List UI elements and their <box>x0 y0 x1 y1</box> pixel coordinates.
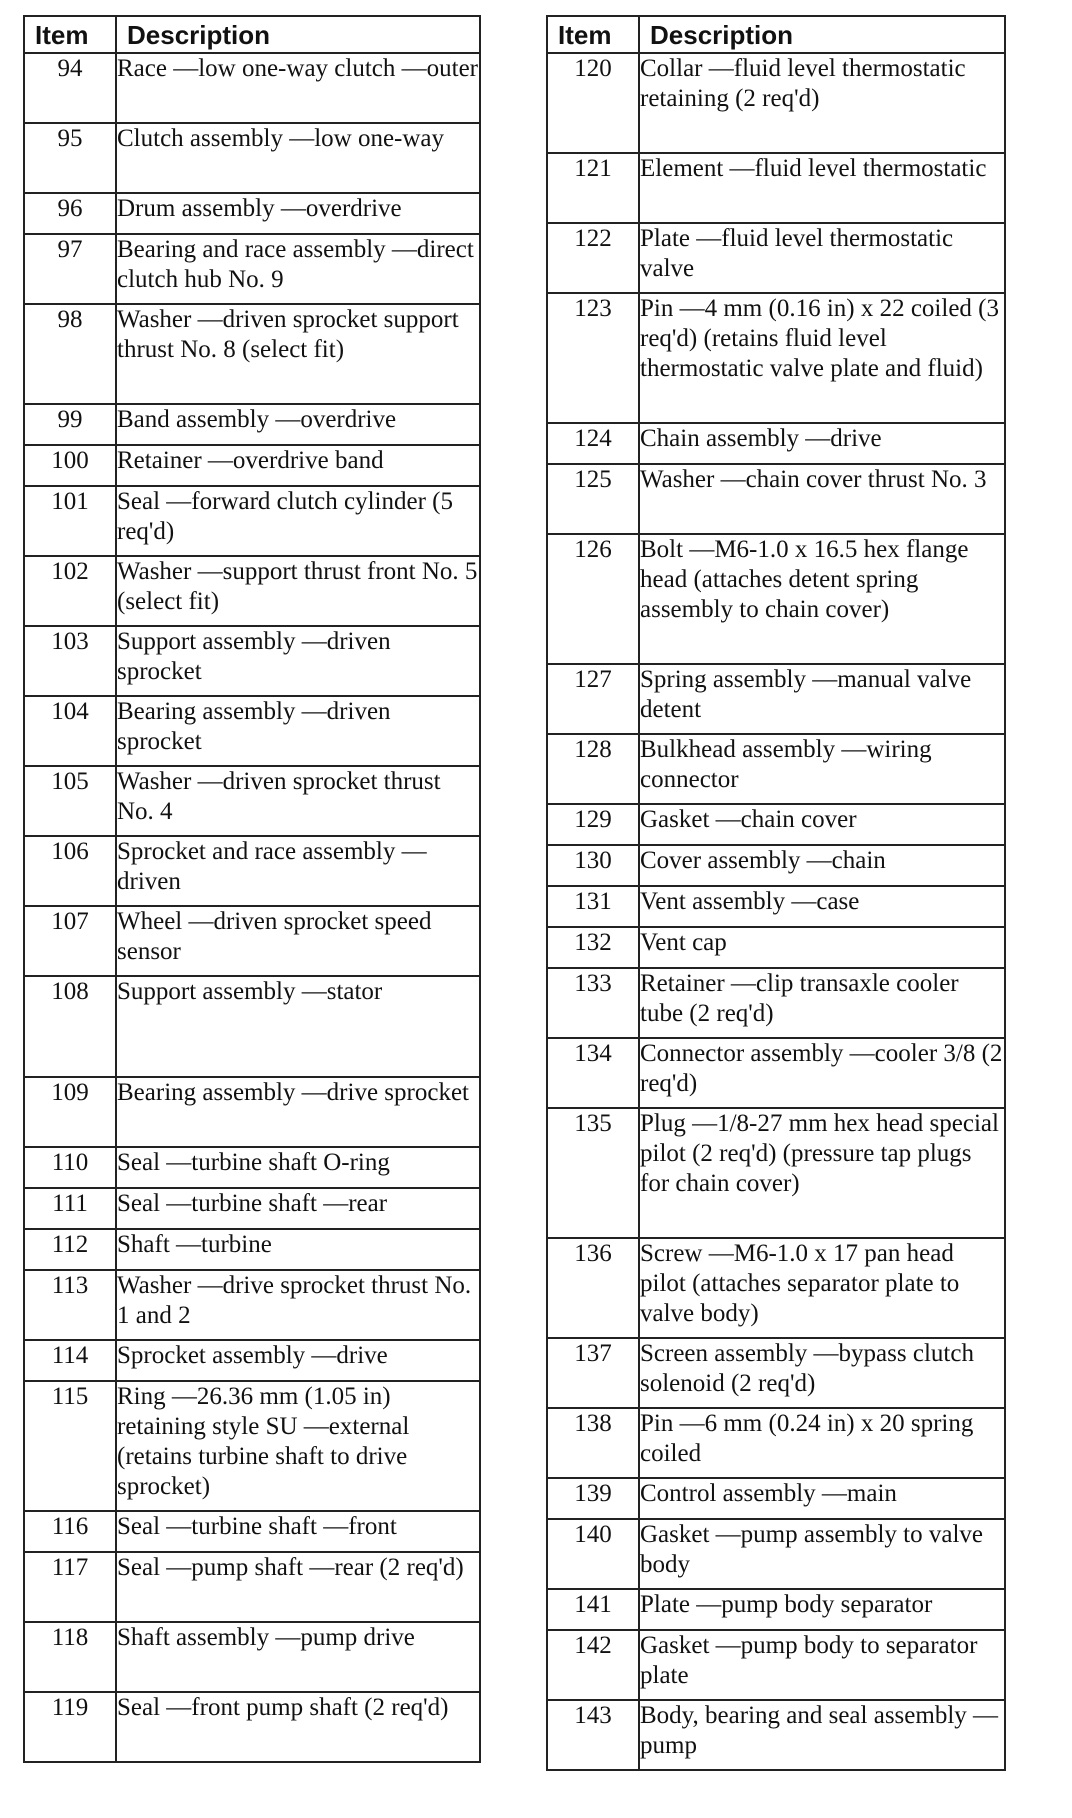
table-row <box>547 804 1005 845</box>
item-number-cell: 128 <box>547 734 639 804</box>
table-row <box>24 836 480 906</box>
table-row <box>547 423 1005 464</box>
description-cell: Seal —turbine shaft —rear <box>116 1188 480 1229</box>
description-cell: Cover assembly —chain <box>639 845 1005 886</box>
description-cell: Control assembly —main <box>639 1478 1005 1519</box>
table-row <box>24 696 480 766</box>
table-row <box>24 193 480 234</box>
description-cell: Seal —forward clutch cylinder (5 req'd) <box>116 486 480 556</box>
description-cell: Clutch assembly —low one-way <box>116 123 480 193</box>
description-cell: Shaft assembly —pump drive <box>116 1622 480 1692</box>
description-cell: Plug —1/8-27 mm hex head special pilot (2 req'd) (pressure tap plugs for chain cover) <box>639 1108 1005 1238</box>
item-number-cell: 143 <box>547 1700 639 1770</box>
table-row <box>547 1238 1005 1338</box>
item-number-cell: 103 <box>24 626 116 696</box>
description-cell: Washer —support thrust front No. 5 (select fit) <box>116 556 480 626</box>
description-column-header: Description <box>116 16 480 53</box>
parts-table-left <box>23 15 481 1763</box>
table-row <box>547 293 1005 423</box>
description-cell: Seal —pump shaft —rear (2 req'd) <box>116 1552 480 1622</box>
description-cell: Bulkhead assembly —wiring connector <box>639 734 1005 804</box>
table-header-row <box>547 16 1005 53</box>
item-number-cell: 117 <box>24 1552 116 1622</box>
item-number-cell: 97 <box>24 234 116 304</box>
description-cell: Bearing assembly —driven sprocket <box>116 696 480 766</box>
item-number-cell: 142 <box>547 1630 639 1700</box>
table-row <box>547 153 1005 223</box>
description-cell: Race —low one-way clutch —outer <box>116 53 480 123</box>
item-number-cell: 138 <box>547 1408 639 1478</box>
item-number-cell: 106 <box>24 836 116 906</box>
table-row <box>24 1077 480 1147</box>
description-cell: Body, bearing and seal assembly —pump <box>639 1700 1005 1770</box>
item-number-cell: 133 <box>547 968 639 1038</box>
description-cell: Bolt —M6-1.0 x 16.5 hex flange head (attaches detent spring assembly to chain cover) <box>639 534 1005 664</box>
item-number-cell: 104 <box>24 696 116 766</box>
description-cell: Plate —pump body separator <box>639 1589 1005 1630</box>
description-column-header: Description <box>639 16 1005 53</box>
item-number-cell: 125 <box>547 464 639 534</box>
table-row <box>547 927 1005 968</box>
item-number-cell: 131 <box>547 886 639 927</box>
description-cell: Gasket —pump assembly to valve body <box>639 1519 1005 1589</box>
parts-table-right <box>546 15 1006 1771</box>
description-cell: Gasket —pump body to separator plate <box>639 1630 1005 1700</box>
description-cell: Seal —turbine shaft —front <box>116 1511 480 1552</box>
table-row <box>24 1188 480 1229</box>
description-cell: Washer —chain cover thrust No. 3 <box>639 464 1005 534</box>
table-row <box>24 906 480 976</box>
table-row <box>547 1700 1005 1770</box>
description-cell: Bearing and race assembly —direct clutch hub No. 9 <box>116 234 480 304</box>
item-number-cell: 107 <box>24 906 116 976</box>
description-cell: Retainer —overdrive band <box>116 445 480 486</box>
item-number-cell: 94 <box>24 53 116 123</box>
table-row <box>24 404 480 445</box>
table-row <box>547 464 1005 534</box>
description-cell: Bearing assembly —drive sprocket <box>116 1077 480 1147</box>
item-number-cell: 140 <box>547 1519 639 1589</box>
description-cell: Seal —turbine shaft O-ring <box>116 1147 480 1188</box>
table-row <box>24 1692 480 1762</box>
description-cell: Pin —6 mm (0.24 in) x 20 spring coiled <box>639 1408 1005 1478</box>
item-number-cell: 99 <box>24 404 116 445</box>
item-number-cell: 141 <box>547 1589 639 1630</box>
description-cell: Washer —driven sprocket thrust No. 4 <box>116 766 480 836</box>
item-number-cell: 135 <box>547 1108 639 1238</box>
item-number-cell: 110 <box>24 1147 116 1188</box>
item-number-cell: 134 <box>547 1038 639 1108</box>
item-column-header: Item <box>547 16 639 53</box>
item-number-cell: 136 <box>547 1238 639 1338</box>
table-row <box>24 626 480 696</box>
description-cell: Ring —26.36 mm (1.05 in) retaining style SU —external (retains turbine shaft to drive sprocket) <box>116 1381 480 1511</box>
item-column-header: Item <box>24 16 116 53</box>
table-row <box>24 1270 480 1340</box>
item-number-cell: 120 <box>547 53 639 153</box>
table-row <box>547 845 1005 886</box>
table-row <box>24 304 480 404</box>
description-cell: Wheel —driven sprocket speed sensor <box>116 906 480 976</box>
item-number-cell: 102 <box>24 556 116 626</box>
item-number-cell: 113 <box>24 1270 116 1340</box>
description-cell: Screen assembly —bypass clutch solenoid (2 req'd) <box>639 1338 1005 1408</box>
item-number-cell: 101 <box>24 486 116 556</box>
item-number-cell: 130 <box>547 845 639 886</box>
table-row <box>547 1108 1005 1238</box>
item-number-cell: 111 <box>24 1188 116 1229</box>
item-number-cell: 95 <box>24 123 116 193</box>
item-number-cell: 118 <box>24 1622 116 1692</box>
table-row <box>24 976 480 1077</box>
item-number-cell: 124 <box>547 423 639 464</box>
table-row <box>547 886 1005 927</box>
table-row <box>547 1589 1005 1630</box>
description-cell: Screw —M6-1.0 x 17 pan head pilot (attaches separator plate to valve body) <box>639 1238 1005 1338</box>
table-row <box>547 534 1005 664</box>
description-cell: Drum assembly —overdrive <box>116 193 480 234</box>
table-row <box>24 53 480 123</box>
table-row <box>547 1519 1005 1589</box>
item-number-cell: 105 <box>24 766 116 836</box>
description-cell: Support assembly —stator <box>116 976 480 1077</box>
description-cell: Support assembly —driven sprocket <box>116 626 480 696</box>
description-cell: Sprocket and race assembly —driven <box>116 836 480 906</box>
description-cell: Washer —driven sprocket support thrust No. 8 (select fit) <box>116 304 480 404</box>
table-row <box>24 1622 480 1692</box>
table-header-row <box>24 16 480 53</box>
table-row <box>24 486 480 556</box>
item-number-cell: 137 <box>547 1338 639 1408</box>
item-number-cell: 96 <box>24 193 116 234</box>
table-row <box>547 1478 1005 1519</box>
table-row <box>24 1340 480 1381</box>
description-cell: Retainer —clip transaxle cooler tube (2 req'd) <box>639 968 1005 1038</box>
parts-table-right-body <box>547 53 1005 1770</box>
table-row <box>24 1147 480 1188</box>
table-row <box>547 1038 1005 1108</box>
item-number-cell: 127 <box>547 664 639 734</box>
table-row <box>24 1552 480 1622</box>
description-cell: Chain assembly —drive <box>639 423 1005 464</box>
description-cell: Spring assembly —manual valve detent <box>639 664 1005 734</box>
table-row <box>24 1511 480 1552</box>
parts-table-left-body <box>24 53 480 1762</box>
description-cell: Gasket —chain cover <box>639 804 1005 845</box>
item-number-cell: 116 <box>24 1511 116 1552</box>
item-number-cell: 126 <box>547 534 639 664</box>
description-cell: Washer —drive sprocket thrust No. 1 and 2 <box>116 1270 480 1340</box>
description-cell: Seal —front pump shaft (2 req'd) <box>116 1692 480 1762</box>
item-number-cell: 109 <box>24 1077 116 1147</box>
item-number-cell: 112 <box>24 1229 116 1270</box>
description-cell: Connector assembly —cooler 3/8 (2 req'd) <box>639 1038 1005 1108</box>
description-cell: Pin —4 mm (0.16 in) x 22 coiled (3 req'd) (retains fluid level thermostatic valve plate and fluid) <box>639 293 1005 423</box>
table-row <box>24 123 480 193</box>
table-row <box>547 1630 1005 1700</box>
item-number-cell: 132 <box>547 927 639 968</box>
table-row <box>24 1381 480 1511</box>
item-number-cell: 119 <box>24 1692 116 1762</box>
item-number-cell: 108 <box>24 976 116 1077</box>
table-row <box>547 53 1005 153</box>
item-number-cell: 122 <box>547 223 639 293</box>
item-number-cell: 115 <box>24 1381 116 1511</box>
item-number-cell: 139 <box>547 1478 639 1519</box>
table-row <box>24 766 480 836</box>
table-row <box>547 664 1005 734</box>
item-number-cell: 129 <box>547 804 639 845</box>
item-number-cell: 114 <box>24 1340 116 1381</box>
description-cell: Plate —fluid level thermostatic valve <box>639 223 1005 293</box>
description-cell: Band assembly —overdrive <box>116 404 480 445</box>
table-row <box>24 556 480 626</box>
table-row <box>24 1229 480 1270</box>
table-row <box>547 968 1005 1038</box>
item-number-cell: 121 <box>547 153 639 223</box>
table-row <box>547 1338 1005 1408</box>
item-number-cell: 123 <box>547 293 639 423</box>
table-row <box>547 734 1005 804</box>
table-row <box>24 445 480 486</box>
description-cell: Collar —fluid level thermostatic retaining (2 req'd) <box>639 53 1005 153</box>
table-row <box>547 1408 1005 1478</box>
description-cell: Element —fluid level thermostatic <box>639 153 1005 223</box>
table-row <box>547 223 1005 293</box>
table-row <box>24 234 480 304</box>
description-cell: Sprocket assembly —drive <box>116 1340 480 1381</box>
item-number-cell: 100 <box>24 445 116 486</box>
description-cell: Shaft —turbine <box>116 1229 480 1270</box>
description-cell: Vent assembly —case <box>639 886 1005 927</box>
item-number-cell: 98 <box>24 304 116 404</box>
description-cell: Vent cap <box>639 927 1005 968</box>
